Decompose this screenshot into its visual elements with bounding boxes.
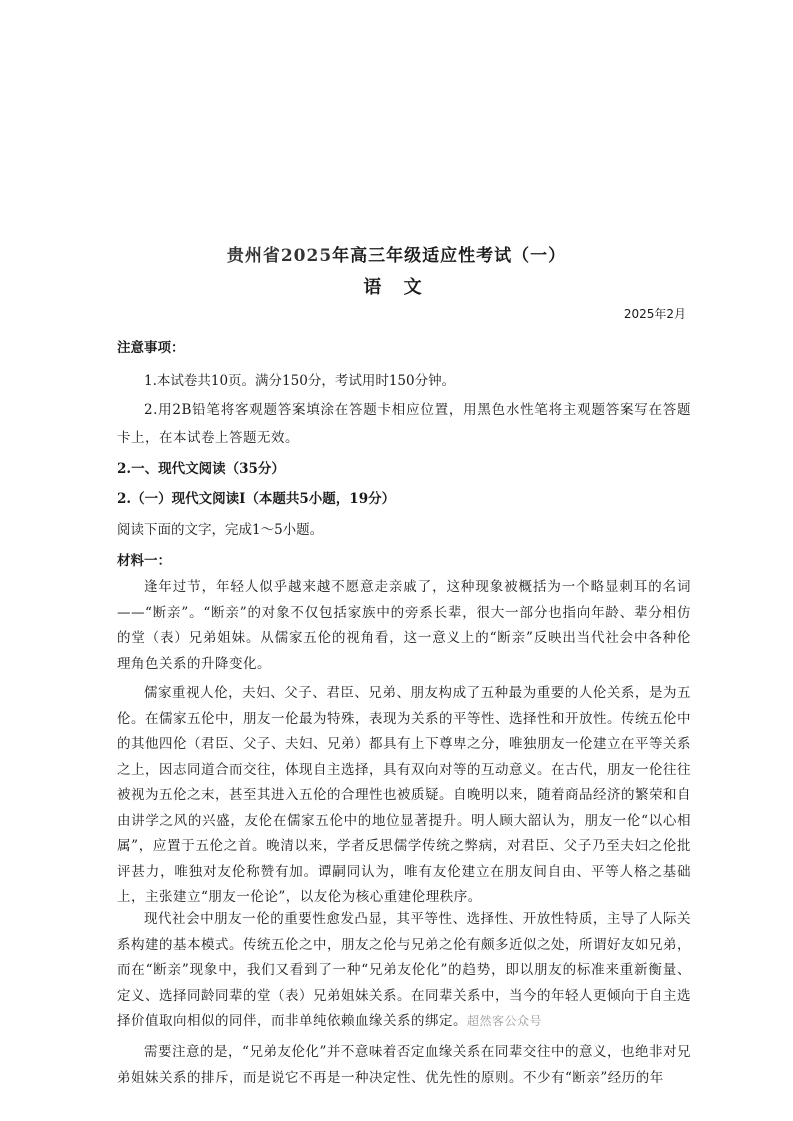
section-heading: 2.一、现代文阅读（35分） — [117, 461, 285, 477]
exam-date: 2025年2月 — [623, 307, 686, 321]
notice-heading: 注意事项： — [117, 340, 185, 356]
title-main: 年高三年级适应性考试（一） — [332, 246, 567, 266]
paragraph-1: 逢年过节，年轻人似乎越来越不愿意走亲戚了，这种现象被概括为一个略显刺耳的名词——“断亲”。“断亲”的对象不仅包括家族中的旁系长辈，很大一部分也指向年龄、辈分相仿的堂（表）兄弟姐妹。从儒家五伦的视角看，这一意义上的“断亲”反映出当代社会中各种伦理角色关系的升降变化。 — [117, 579, 691, 672]
subsection-heading: 2.（一）现代文阅读Ⅰ（本题共5小题，19分） — [117, 491, 396, 507]
notice-item-1 — [117, 369, 691, 389]
paragraph-3-text: 现代社会中朋友一伦的重要性愈发凸显，其平等性、选择性、开放性特质，主导了人际关系构建的基本模式。传统五伦之中，朋友之伦与兄弟之伦有颇多近似之处，所谓好友如兄弟，而在“断亲”现象中，我们又看到了一种“兄弟友伦化”的趋势，即以朋友的标准来重新衡量、定义、选择同龄同辈的堂（表）兄弟姐妹关系。在同辈关系中，当今的年轻人更倾向于自主选择价值取向相似的同伴，而非单纯依赖血缘关系的绑定。 — [117, 911, 691, 1029]
paragraph-3 — [117, 907, 691, 1035]
notice-item-1-text: 1.本试卷共10页。满分150分，考试用时150分钟。 — [144, 373, 456, 389]
reading-instruction: 阅读下面的文字，完成1～5小题。 — [117, 522, 324, 538]
watermark-text: 超然客公众号 — [467, 1014, 543, 1028]
paragraph-4: 需要注意的是，“兄弟友伦化”并不意味着否定血缘关系在同辈交往中的意义，也绝非对兄弟姐妹关系的排斥，而是说它不再是一种决定性、优先性的原则。不少有“断亲”经历的年 — [117, 1044, 691, 1086]
notice-item-2: 2.用2B铅笔将客观题答案填涂在答题卡相应位置，用黑色水性笔将主观题答案写在答题卡上，在本试卷上答题无效。 — [117, 402, 691, 446]
subject-title: 语 文 — [363, 277, 430, 298]
title-prefix: 贵州省2025 — [226, 246, 333, 266]
exam-title — [0, 241, 793, 266]
material-label: 材料一： — [117, 553, 171, 569]
paragraph-2: 儒家重视人伦，夫妇、父子、君臣、兄弟、朋友构成了五种最为重要的人伦关系，是为五伦。在儒家五伦中，朋友一伦最为特殊，表现为关系的平等性、选择性和开放性。传统五伦中的其他四伦（君臣、父子、夫妇、兄弟）都具有上下尊卑之分，唯独朋友一伦建立在平等关系之上，因志同道合而交往，体现自主选择，具有双向对等的互动意义。在古代，朋友一伦往往被视为五伦之末，甚至其进入五伦的合理性也被质疑。自晚明以来，随着商品经济的繁荣和自由讲学之风的兴盛，友伦在儒家五伦中的地位显著提升。明人顾大韶认为，朋友一伦“以心相属”，应置于五伦之首。晚清以来，学者反思儒学传统之弊病，对君臣、父子乃至夫妇之伦批评甚力，唯独对友伦称赞有加。谭嗣同认为，唯有友伦建立在朋友间自由、平等人格之基础上，主张建立“朋友一伦论”，以友伦为核心重建伦理秩序。 — [117, 685, 691, 905]
